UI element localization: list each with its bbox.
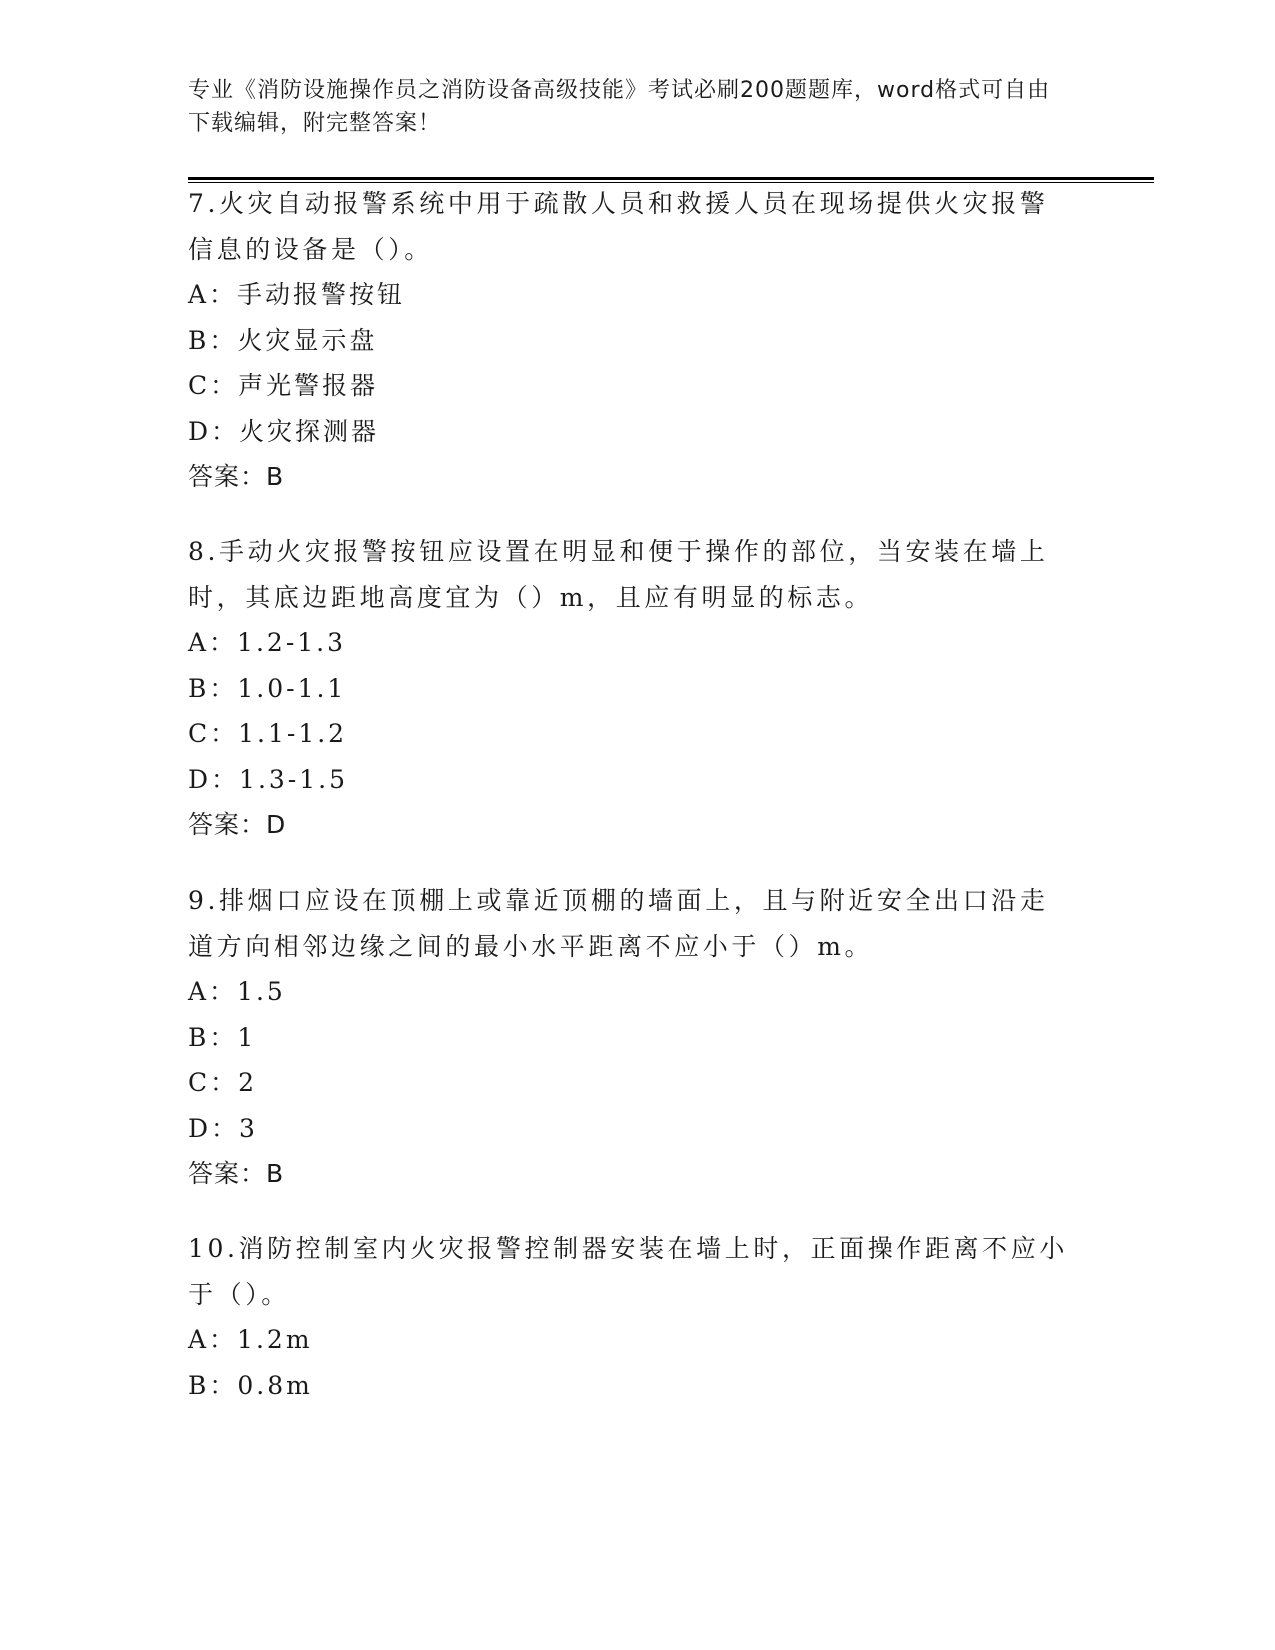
question-text: 7.火灾自动报警系统中用于疏散人员和救援人员在现场提供火灾报警信息的设备是（）。 xyxy=(188,189,1049,264)
option-a: A：手动报警按钮 xyxy=(188,280,406,309)
option-b: B：1 xyxy=(188,1022,257,1052)
question-text: 8.手动火灾报警按钮应设置在明显和便于操作的部位，当安装在墙上时，其底边距地高度宜为（）m，且应有明显的标志。 xyxy=(188,537,1049,612)
document-header: 专业《消防设施操作员之消防设备高级技能》考试必刷200题题库，word格式可自由下载编辑，附完整答案！ xyxy=(188,78,1051,136)
question-8 xyxy=(188,529,1068,848)
option-d: D：1.3-1.5 xyxy=(188,764,349,794)
answer-line: 答案：B xyxy=(188,462,285,491)
option-b: B：0.8m xyxy=(188,1370,313,1400)
option-d: D：3 xyxy=(188,1113,258,1143)
question-text: 10.消防控制室内火灾报警控制器安装在墙上时，正面操作距离不应小于（）。 xyxy=(188,1234,1068,1309)
question-7 xyxy=(188,181,1068,500)
option-a: A：1.2-1.3 xyxy=(188,628,347,657)
answer-line: 答案：D xyxy=(188,810,287,839)
option-b: B：1.0-1.1 xyxy=(188,673,347,703)
answer-line: 答案：B xyxy=(188,1159,285,1188)
document-page xyxy=(188,0,1148,1650)
option-a: A：1.5 xyxy=(188,977,286,1006)
header-divider-thick xyxy=(188,177,1154,180)
option-b: B：火灾显示盘 xyxy=(188,325,378,355)
question-9 xyxy=(188,878,1068,1197)
question-text: 9.排烟口应设在顶棚上或靠近顶棚的墙面上，且与附近安全出口沿走道方向相邻边缘之间的最小水平距离不应小于（）m。 xyxy=(188,886,1049,961)
option-a: A：1.2m xyxy=(188,1325,313,1354)
option-c: C：1.1-1.2 xyxy=(188,719,348,748)
option-c: C：2 xyxy=(188,1068,258,1097)
option-d: D：火灾探测器 xyxy=(188,416,380,446)
question-10 xyxy=(188,1226,1068,1408)
option-c: C：声光警报器 xyxy=(188,371,379,400)
